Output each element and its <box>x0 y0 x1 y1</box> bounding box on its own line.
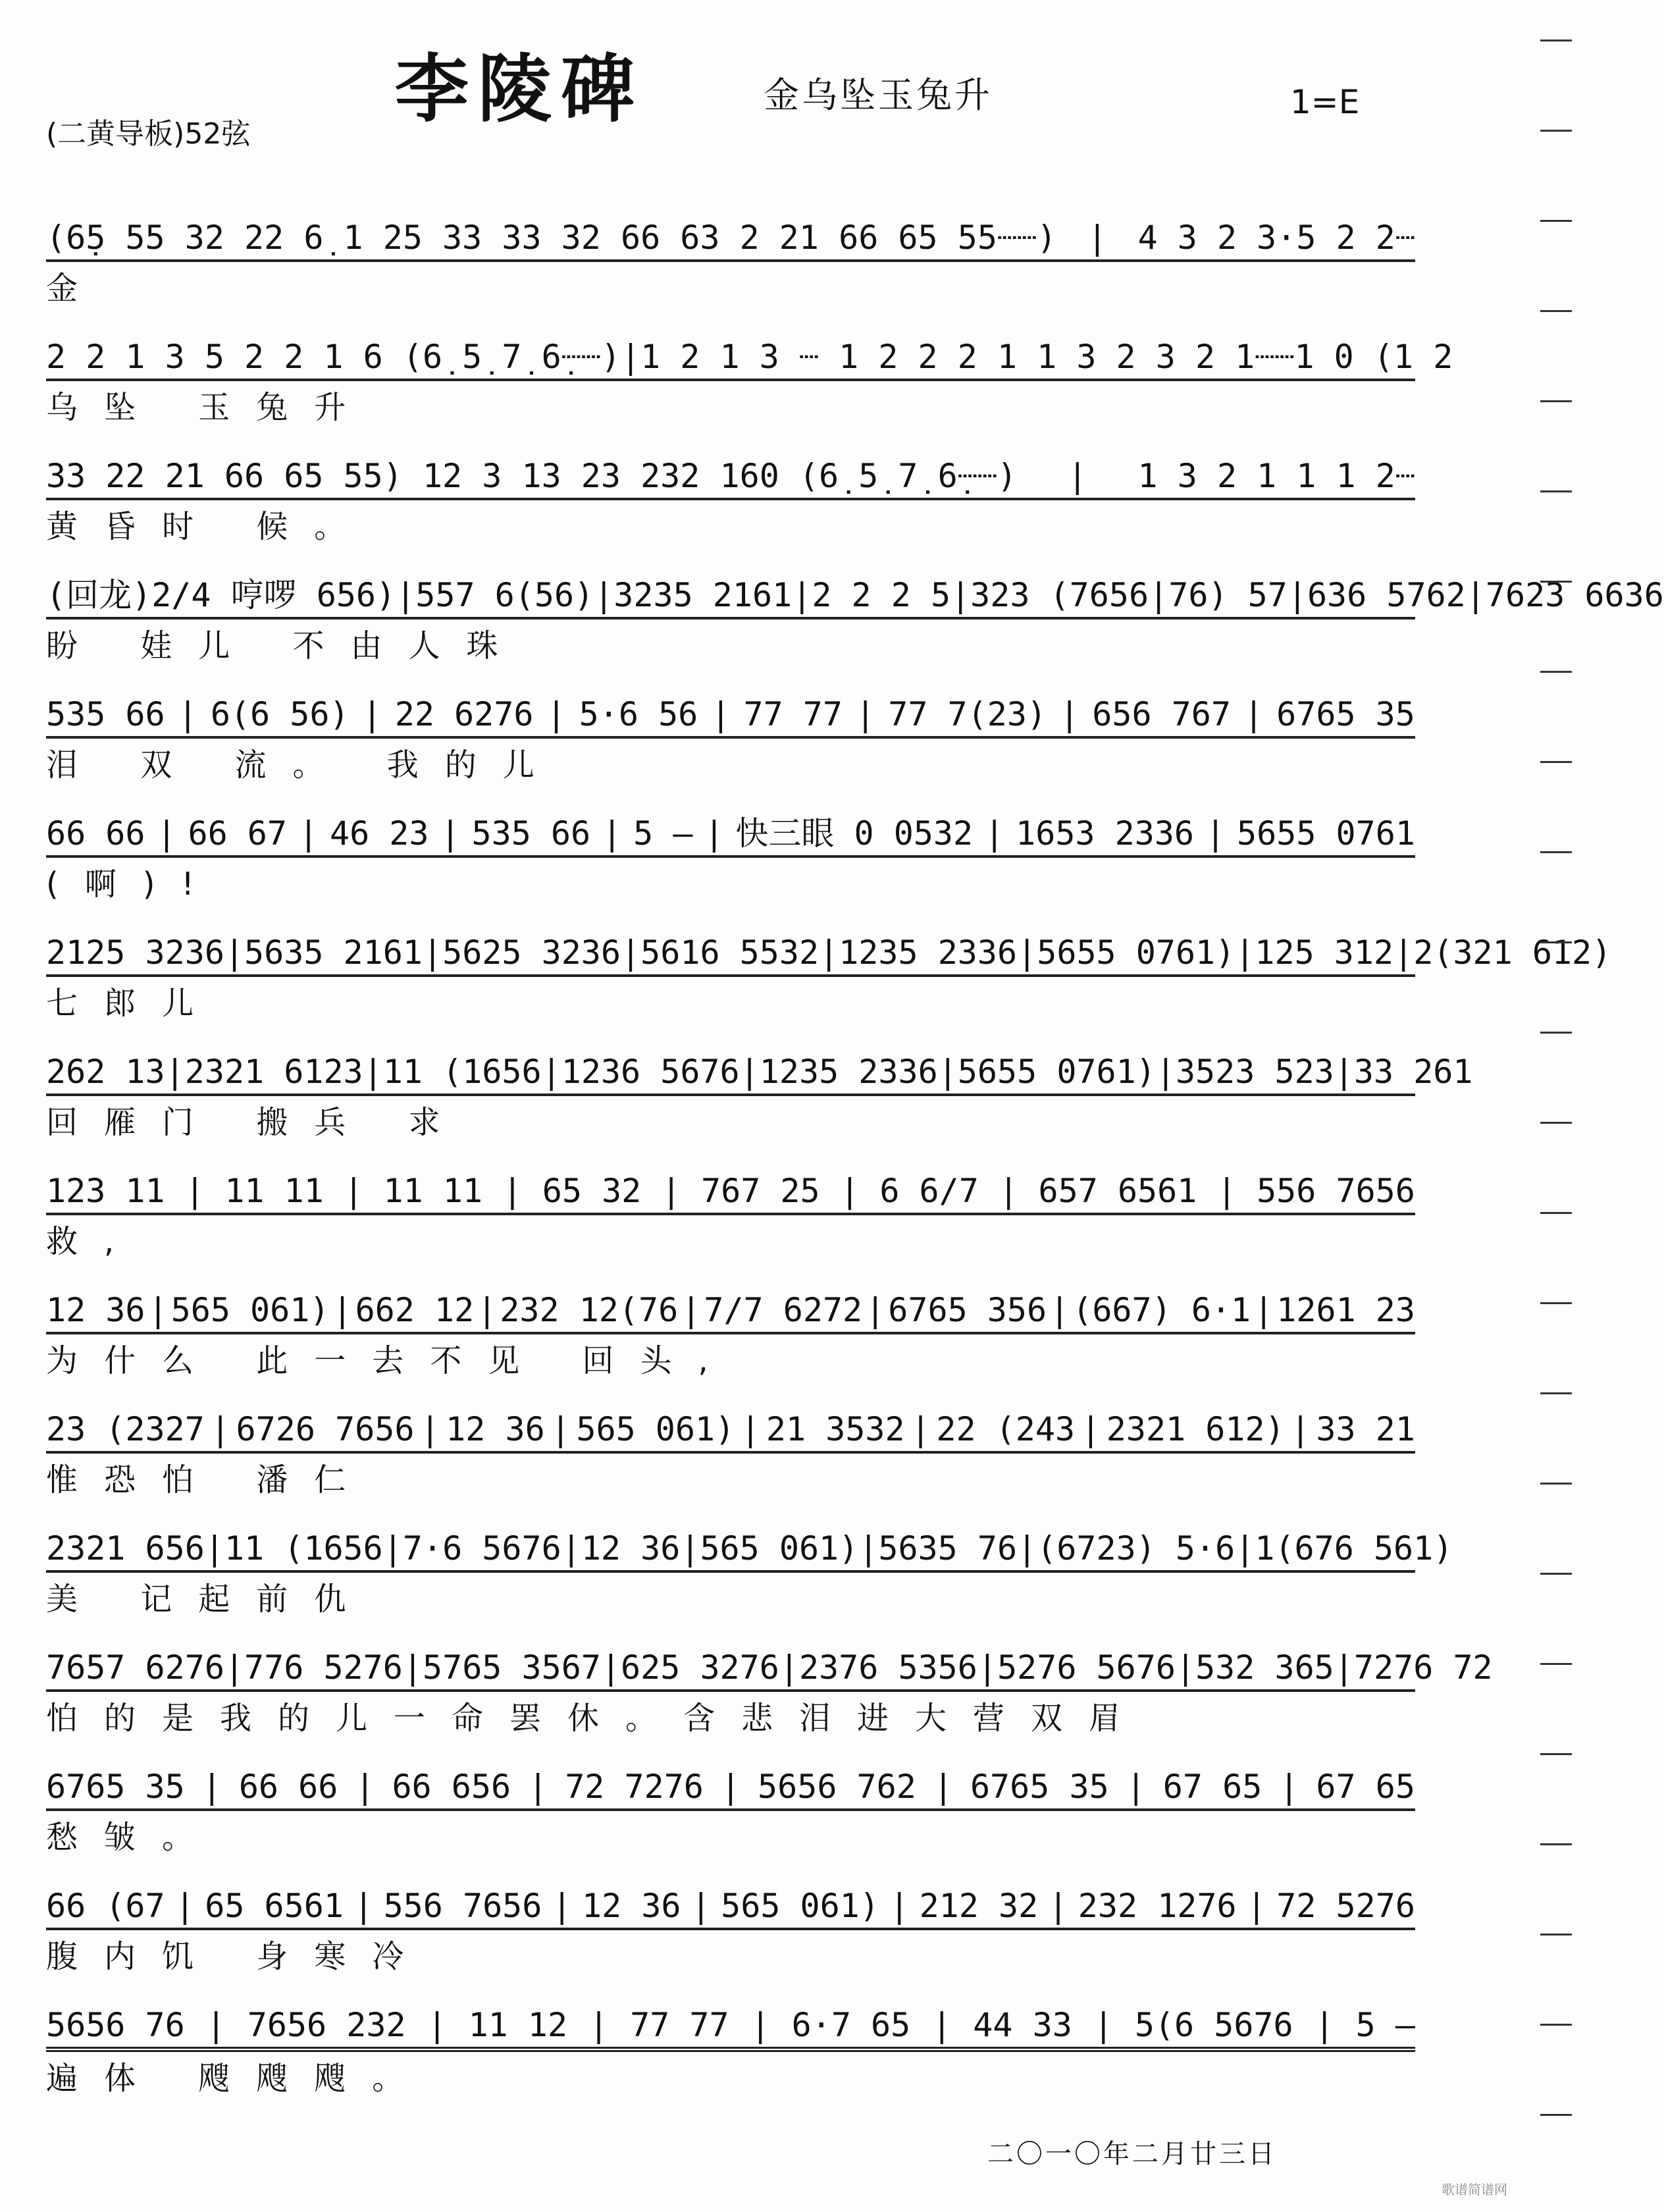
measure: 66 66 <box>238 1768 338 1806</box>
bar-line: | <box>681 1291 701 1329</box>
margin-tick <box>1540 1843 1572 1845</box>
bar-line: | <box>1290 1410 1311 1448</box>
margin-tick <box>1540 1032 1572 1034</box>
measure: 565 061) <box>576 1410 735 1448</box>
bar-line: | <box>710 695 731 733</box>
measure: 1235 2336 <box>839 934 1018 972</box>
bar-line: | <box>1253 1291 1274 1329</box>
measure: 66 66 <box>46 814 145 853</box>
score-title: 李陵碑 <box>395 46 644 132</box>
measure: 66 67 <box>188 814 288 853</box>
bar-line: | <box>865 1291 885 1329</box>
bar-line: | <box>184 1172 205 1210</box>
bar-line: | <box>750 2006 771 2044</box>
measure: 22 6276 <box>394 695 534 733</box>
measure: 1 2 1 3 ┈ 1 2 2 2 1 1 3 2 3 2 1┈┈1 0 (1 2 <box>640 338 1453 376</box>
lyrics-line: 盼 娃儿 不由人珠 <box>46 627 525 664</box>
measure: 2321 612) <box>1106 1410 1285 1448</box>
bar-line: | <box>1287 576 1307 614</box>
bar-line: | <box>594 576 614 614</box>
measure: (6723) 5·6 <box>1037 1529 1235 1567</box>
measure: 656 767 <box>1092 695 1231 733</box>
margin-tick <box>1540 220 1572 222</box>
measure: 5655 0761) <box>957 1053 1156 1091</box>
bar-line: | <box>1087 219 1107 257</box>
measure: 123 11 <box>46 1172 165 1210</box>
measure: 557 6(56) <box>415 576 594 614</box>
bar-line: | <box>621 934 641 972</box>
measure: 5635 76 <box>878 1529 1018 1567</box>
measure: 535 66 <box>471 814 591 853</box>
measure: 323 (7656 <box>970 576 1149 614</box>
bar-line: | <box>502 1172 523 1210</box>
measure: 12 36 <box>46 1291 145 1329</box>
margin-tick <box>1540 1753 1572 1755</box>
lyrics-line: 惟恐怕 潘仁 <box>46 1462 373 1498</box>
bar-line: | <box>937 1053 958 1091</box>
margin-tick <box>1540 1212 1572 1214</box>
system-2 <box>46 317 1453 434</box>
measure: 65 6561 <box>205 1887 344 1925</box>
bar-line: | <box>839 1172 860 1210</box>
system-8 <box>46 1032 1473 1149</box>
measure: 2 2 2 5 <box>812 576 951 614</box>
measure: 12 36 <box>581 1529 681 1567</box>
measure: 3235 2161 <box>613 576 793 614</box>
bar-line: | <box>402 1648 423 1687</box>
notation-line <box>46 1032 1473 1096</box>
bar-line: | <box>210 1410 230 1448</box>
measure: 72 7276 <box>565 1768 704 1806</box>
notation-line <box>46 793 1415 858</box>
bar-line: | <box>1149 576 1169 614</box>
notation-line <box>46 317 1453 381</box>
measure: 5625 3236 <box>442 934 621 972</box>
bar-line: | <box>165 1053 185 1091</box>
lyrics-line: 黄昏时 候。 <box>46 508 373 545</box>
measure: 6765 35 <box>970 1768 1109 1806</box>
bar-line: | <box>206 2006 226 2044</box>
margin-tick <box>1540 400 1572 402</box>
bar-line: | <box>382 1529 403 1567</box>
system-14 <box>46 1747 1415 1864</box>
measure: 565 061) <box>721 1887 879 1925</box>
measure: 125 312 <box>1255 934 1394 972</box>
margin-tick <box>1540 941 1572 943</box>
bar-line: | <box>422 934 443 972</box>
bar-line: | <box>363 1053 383 1091</box>
margin-tick <box>1540 490 1572 492</box>
bar-line: | <box>1049 1291 1070 1329</box>
bar-line: | <box>546 695 567 733</box>
margin-tick <box>1540 2024 1572 2026</box>
bar-line: | <box>332 1291 353 1329</box>
bar-line: | <box>298 814 319 853</box>
bar-line: | <box>440 814 461 853</box>
margin-tick <box>1540 1483 1572 1485</box>
measure: 23 (2327 <box>46 1410 205 1448</box>
system-5 <box>46 674 1415 791</box>
measure: 11 (1656 <box>382 1053 542 1091</box>
measure: 46 23 <box>330 814 429 853</box>
lyrics-line: 乌坠 玉兔升 <box>46 389 373 426</box>
bar-line: | <box>362 695 382 733</box>
bar-line: | <box>620 338 641 376</box>
bar-line: | <box>1048 1887 1068 1925</box>
notation-line <box>46 1747 1415 1811</box>
system-13 <box>46 1627 1493 1745</box>
bar-line: | <box>1243 695 1264 733</box>
measure: 5656 76 <box>46 2006 185 2044</box>
bar-line: | <box>819 934 839 972</box>
measure: 5·6 56 <box>579 695 698 733</box>
bar-line: | <box>1093 2006 1114 2044</box>
bar-line: | <box>720 1768 741 1806</box>
bar-line: | <box>1126 1768 1146 1806</box>
bar-line: | <box>1017 934 1037 972</box>
measure: 1261 23 <box>1276 1291 1415 1329</box>
measure: 6 6/7 <box>879 1172 979 1210</box>
measure: 232 1276 <box>1078 1887 1237 1925</box>
bar-line: | <box>1314 2006 1335 2044</box>
bar-line: | <box>1246 1887 1266 1925</box>
measure: 21 3532 <box>766 1410 905 1448</box>
measure: 5(6 5676 <box>1134 2006 1293 2044</box>
bar-line: | <box>779 1648 799 1687</box>
bar-line: | <box>156 814 177 853</box>
lyrics-line: 美 记起前仇 <box>46 1581 373 1618</box>
measure: (667) 6·1 <box>1072 1291 1251 1329</box>
notation-line <box>46 1151 1415 1215</box>
bar-line: | <box>950 576 971 614</box>
measure: 7/7 6272 <box>704 1291 863 1329</box>
measure: 33 261 <box>1353 1053 1473 1091</box>
system-10 <box>46 1270 1415 1387</box>
bar-line: | <box>204 1529 224 1567</box>
bar-line: | <box>552 1887 572 1925</box>
bar-line: | <box>550 1410 571 1448</box>
measure: 5656 762 <box>758 1768 916 1806</box>
measure: 11 11 <box>383 1172 483 1210</box>
lyrics-line: (啊)! <box>46 866 221 903</box>
bar-line: | <box>420 1410 440 1448</box>
bar-line: | <box>344 1172 364 1210</box>
measure: 2321 656 <box>46 1529 205 1567</box>
system-15 <box>46 1866 1415 1983</box>
bar-line: | <box>600 1648 621 1687</box>
margin-tick <box>1540 2114 1572 2116</box>
measure: 5655 0761) <box>1037 934 1235 972</box>
measure: 33 22 21 66 65 55) 12 3 13 23 232 160 (6̣ 5̣ 7̣ 6̣┈┈) <box>46 457 1018 495</box>
key-signature: 1=E <box>1290 83 1360 121</box>
measure: 5765 3567 <box>422 1648 601 1687</box>
measure: 12 36 <box>582 1887 681 1925</box>
measure: 5616 5532 <box>640 934 819 972</box>
bar-line: | <box>1235 934 1255 972</box>
margin-tick <box>1540 130 1572 132</box>
bar-line: | <box>224 934 245 972</box>
notation-line <box>46 198 1415 262</box>
measure: 1235 2336 <box>759 1053 938 1091</box>
bar-line: | <box>427 2006 448 2044</box>
measure: 66 656 <box>392 1768 511 1806</box>
measure: 11 (1656 <box>224 1529 383 1567</box>
measure: 556 7656 <box>383 1887 542 1925</box>
measure: 1653 2336 <box>1016 814 1195 853</box>
bar-line: | <box>933 1768 953 1806</box>
bar-line: | <box>174 1887 195 1925</box>
bar-line: | <box>1216 1172 1237 1210</box>
score-date: 二〇一〇年二月廿三日 <box>987 2139 1277 2169</box>
measure: 77 77 <box>630 2006 729 2044</box>
bar-line: | <box>541 1053 561 1091</box>
measure: 1236 5676 <box>561 1053 740 1091</box>
bar-line: | <box>602 814 622 853</box>
watermark: 歌谱简谱网 <box>1442 2182 1507 2198</box>
notation-line <box>46 555 1664 619</box>
bar-line: | <box>1067 457 1087 495</box>
measure: 767 25 <box>700 1172 820 1210</box>
system-1 <box>46 198 1415 315</box>
margin-tick <box>1540 1392 1572 1394</box>
lyrics-line: 泪 双 流。 我的儿 <box>46 747 561 783</box>
bar-line: | <box>1334 1053 1354 1091</box>
bar-line: | <box>661 1172 681 1210</box>
bar-line: | <box>680 1529 700 1567</box>
margin-tick <box>1540 851 1572 853</box>
measure: 636 5762 <box>1307 576 1466 614</box>
measure: 66 (67 <box>46 1887 165 1925</box>
measure: 556 7656 <box>1257 1172 1415 1210</box>
notation-line <box>46 674 1415 739</box>
measure: 625 3276 <box>621 1648 779 1687</box>
bar-line: | <box>1393 934 1414 972</box>
measure: 7·6 5676 <box>402 1529 561 1567</box>
measure: 565 061) <box>170 1291 330 1329</box>
margin-tick <box>1540 1122 1572 1124</box>
measure: 7623 6636 <box>1485 576 1664 614</box>
system-11 <box>46 1389 1415 1506</box>
lyrics-line: 怕的是我的儿一命罢休。含悲泪进大营双眉 <box>46 1700 1147 1737</box>
lyrics-line: 金 <box>46 270 105 307</box>
lyrics-line: 回雁门 搬兵 求 <box>46 1104 467 1141</box>
measure: 65 32 <box>542 1172 642 1210</box>
measure: 532 365 <box>1195 1648 1334 1687</box>
bar-line: | <box>178 695 198 733</box>
bar-line: | <box>690 1887 711 1925</box>
measure: 22 (243 <box>936 1410 1076 1448</box>
notation-line <box>46 1866 1415 1930</box>
measure: 776 5276 <box>244 1648 403 1687</box>
notation-line <box>46 1627 1493 1692</box>
mode-label: (二黄导板)52弦 <box>46 117 251 151</box>
measure: 7657 6276 <box>46 1648 224 1687</box>
measure: 4 3 2 3·5 2 2┈ <box>1137 219 1415 257</box>
bar-line: | <box>1080 1410 1101 1448</box>
margin-tick <box>1540 1663 1572 1665</box>
margin-tick <box>1540 581 1572 583</box>
measure: 1 3 2 1 1 1 2┈ <box>1137 457 1415 495</box>
score-subtitle: 金乌坠玉兔升 <box>764 74 993 116</box>
measure: 2125 3236 <box>46 934 224 972</box>
system-12 <box>46 1508 1453 1625</box>
measure: 232 12(76 <box>500 1291 679 1329</box>
bar-line: | <box>1205 814 1226 853</box>
bar-line: | <box>858 1529 879 1567</box>
measure: 33 21 <box>1316 1410 1415 1448</box>
measure: 2 2 1 3 5 2 2 1 6 (6̣ 5̣ 7̣ 6̣┈┈) <box>46 338 621 376</box>
notation-line <box>46 1985 1415 2052</box>
measure: 快三眼 0 0532 <box>735 814 974 853</box>
lyrics-line: 腹内饥 身寒冷 <box>46 1938 430 1975</box>
margin-tick <box>1540 761 1572 763</box>
measure: 6(6 56) <box>210 695 350 733</box>
system-3 <box>46 436 1415 553</box>
lyrics-line: 救, <box>46 1223 141 1260</box>
measure: 5655 0761 <box>1237 814 1415 853</box>
bar-line: | <box>1279 1768 1299 1806</box>
measure: 535 66 <box>46 695 165 733</box>
measure: 5 – <box>1355 2006 1415 2044</box>
measure: 657 6561 <box>1038 1172 1197 1210</box>
bar-line: | <box>588 2006 609 2044</box>
bar-line: | <box>855 695 875 733</box>
bar-line: | <box>931 2006 952 2044</box>
bar-line: | <box>1175 1648 1196 1687</box>
notation-line <box>46 1508 1453 1573</box>
bar-line: | <box>1155 1053 1176 1091</box>
system-6 <box>46 793 1415 910</box>
bar-line: | <box>224 1648 245 1687</box>
lyrics-line: 七郎儿 <box>46 985 221 1022</box>
measure: 6·7 65 <box>791 2006 911 2044</box>
measure: 77 77 <box>743 695 843 733</box>
lyrics-line: 遍体 飕飕飕。 <box>46 2060 430 2097</box>
bar-line: | <box>704 814 724 853</box>
bar-line: | <box>353 1887 374 1925</box>
bar-line: | <box>1334 1648 1354 1687</box>
measure: 6765 35 <box>1276 695 1415 733</box>
measure: 7276 72 <box>1353 1648 1493 1687</box>
measure: 2321 6123 <box>184 1053 363 1091</box>
bar-line: | <box>148 1291 169 1329</box>
bar-line: | <box>355 1768 375 1806</box>
measure: 6726 7656 <box>236 1410 415 1448</box>
notation-line <box>46 436 1415 500</box>
bar-line: | <box>792 576 812 614</box>
measure: 7656 232 <box>247 2006 406 2044</box>
notation-line <box>46 1389 1415 1454</box>
measure: 3523 523 <box>1175 1053 1334 1091</box>
measure: 1(676 561) <box>1255 1529 1453 1567</box>
bar-line: | <box>396 576 416 614</box>
bar-line: | <box>1059 695 1079 733</box>
notation-line <box>46 912 1612 977</box>
measure: (回龙)2/4 哼啰 656) <box>46 576 396 614</box>
measure: 44 33 <box>973 2006 1072 2044</box>
measure: (6̣5 55 32 22 6̣ 1 25 33 33 32 66 63 2 21 66 65 55┈┈) <box>46 219 1057 257</box>
bar-line: | <box>477 1291 497 1329</box>
measure: 2376 5356 <box>798 1648 977 1687</box>
measure: 6765 35 <box>46 1768 185 1806</box>
measure: 565 061) <box>700 1529 859 1567</box>
measure: 5635 2161 <box>244 934 423 972</box>
measure: 67 65 <box>1316 1768 1415 1806</box>
bar-line: | <box>201 1768 222 1806</box>
lyrics-line: 为什么 此一去不见 回头, <box>46 1342 735 1379</box>
measure: 5 – <box>633 814 693 853</box>
notation-line <box>46 1270 1415 1334</box>
bar-line: | <box>910 1410 931 1448</box>
margin-tick <box>1540 671 1572 673</box>
measure: 67 65 <box>1162 1768 1262 1806</box>
margin-tick <box>1540 310 1572 312</box>
margin-tick <box>1540 1934 1572 1936</box>
measure: 76) 57 <box>1168 576 1287 614</box>
measure: 72 5276 <box>1276 1887 1415 1925</box>
measure: 2(321 612) <box>1413 934 1612 972</box>
lyrics-line: 愁皱。 <box>46 1819 221 1856</box>
bar-line: | <box>999 1172 1019 1210</box>
measure: 6765 356 <box>888 1291 1047 1329</box>
measure: 662 12 <box>355 1291 475 1329</box>
margin-tick <box>1540 40 1572 41</box>
bar-line: | <box>739 1053 760 1091</box>
measure: 12 36 <box>446 1410 545 1448</box>
bar-line: | <box>1465 576 1486 614</box>
bar-line: | <box>889 1887 910 1925</box>
bar-line: | <box>977 1648 998 1687</box>
system-4 <box>46 555 1664 672</box>
margin-tick <box>1540 1573 1572 1575</box>
measure: 5276 5676 <box>997 1648 1176 1687</box>
measure: 11 12 <box>468 2006 568 2044</box>
system-16 <box>46 1985 1415 2105</box>
bar-line: | <box>1017 1529 1037 1567</box>
bar-line: | <box>1235 1529 1255 1567</box>
measure: 77 7(23) <box>888 695 1047 733</box>
bar-line: | <box>741 1410 761 1448</box>
measure: 11 11 <box>224 1172 324 1210</box>
margin-tick <box>1540 1302 1572 1304</box>
bar-line: | <box>984 814 1004 853</box>
system-7 <box>46 912 1612 1030</box>
measure: 212 32 <box>919 1887 1039 1925</box>
measure: 262 13 <box>46 1053 165 1091</box>
bar-line: | <box>528 1768 548 1806</box>
system-9 <box>46 1151 1415 1268</box>
bar-line: | <box>561 1529 581 1567</box>
